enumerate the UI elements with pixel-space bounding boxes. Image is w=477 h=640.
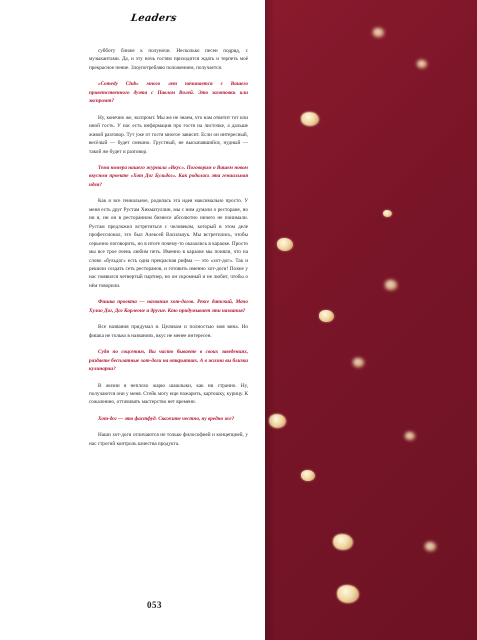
popcorn-kernel [301, 470, 315, 481]
popcorn-photo [265, 0, 477, 640]
interview-question: Тема номера нашего журнала «Вкус». Поговорим о Вашем новом вкусном проекте «Хот Дог Бульдог». Как родилась эта гениальная идея? [89, 164, 248, 188]
popcorn-kernel [333, 534, 353, 550]
interview-question: Фишка проекта — названия хот-догов. Рексе датский, Мачо Хулио Дог, Дог Корлеоне и другие. Кто придумывает эти названия? [89, 299, 248, 314]
popcorn-kernel [383, 210, 392, 217]
popcorn-kernel [373, 28, 384, 37]
page-number: 053 [147, 600, 162, 610]
popcorn-kernel [417, 60, 427, 68]
article-paragraph: Наши хот-доги отличаются не только философией и концепцией, у нас строгий контроль качества продукта. [89, 432, 248, 447]
page-spine-shadow [265, 0, 275, 640]
interview-question: Судя по соцсетям, Вы часто бываете в своих заведениях, раздаете бесплатные хот-доги на открытиях. А в жизни вы близки кулинарии? [89, 349, 248, 373]
popcorn-kernel [277, 238, 293, 251]
article-paragraph: Все названия придумал я. Целиком и полностью моя вина. Но фишка не только в названиях, вкус не менее интересен. [89, 324, 248, 339]
popcorn-kernel [337, 585, 359, 603]
article-body [89, 47, 248, 456]
article-paragraph: субботу ближе к полуночи. Несколько песен подряд, с музыкантами. Да, и эту ночь гостям приходится ждать и терпеть моё прекрасное пение. Злоупотребляю положением, получается. [89, 48, 248, 71]
popcorn-kernel [301, 112, 319, 126]
popcorn-kernel [319, 310, 334, 322]
article-paragraph: В жизни я неплохо жарю шашлыки, как ни странно. Ну, получаются они у меня. Стейк могу еще пожарить, картошку, курицу. К сожалению, оттачивать мастерство нет времени. [89, 382, 248, 406]
popcorn-kernel [353, 358, 364, 367]
interview-question: Хот-дог — это фастфуд. Скажите честно, ну вредно же? [98, 415, 235, 422]
article-paragraph: Ну, конечно же, экспромт. Мы же не знаем, что нам ответит тот или иной гость. У нас есть информация про гостя на листочке, а дальше живой разговор. Тут уже от гостя многое зависит. Если он интересный, весёлый — будет смешно. Грустный, не высыпавшийся, нудный — такой же будет и разговор. [89, 114, 248, 155]
interview-question: «Comedy Club» много лет начинается с Вашего приветственного дуэта с Павлом Волей. Это заготовки или экспромт? [89, 81, 248, 105]
popcorn-kernel [425, 542, 436, 551]
popcorn-kernel [405, 432, 415, 440]
popcorn-kernel [385, 280, 397, 290]
article-paragraph: Как и все гениальное, родилась эта идея максимально просто. У меня есть друг Рустам Хикматуллин, мы с ним думали о ресторане, но ни я, ни он в ресторанном бизнесе абсолютно ничего не понимали. Рустам предложил встретиться с человеком, который в этом деле профессионал, это был Алексей Васильчук. Мы встретились, чтобы серьезно поговорить, но в итоге почему-то оказались в караоке. Просто мы все трое очень любим петь. Именно в караоке мы поняли, что на слово «бульдог» есть одна прекрасная рифма — это «хот-дог». Так и решили создать сеть ресторанов, и готовить именно хот-доги! Позже у нас появился четвертый партнер, но он скромный и не любит, чтобы о нём говорили. [89, 198, 248, 289]
magazine-logo: Leaders [130, 13, 178, 24]
